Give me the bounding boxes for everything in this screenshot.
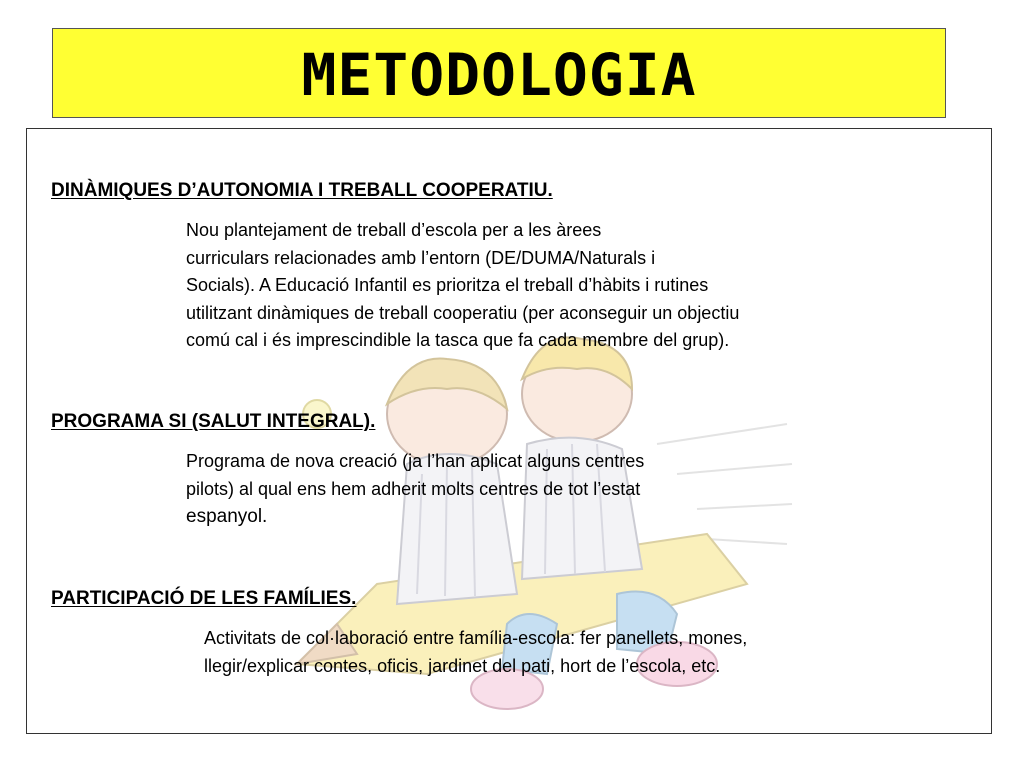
content-box xyxy=(26,128,992,734)
section-body xyxy=(186,217,906,355)
body-line: Socials). A Educació Infantil es prioritza el treball d’hàbits i rutines xyxy=(186,275,709,295)
section-heading: PROGRAMA SI (SALUT INTEGRAL). xyxy=(51,411,376,432)
body-line: utilitzant dinàmiques de treball cooperatiu (per aconseguir un objectiu xyxy=(186,302,740,323)
section-programa-si xyxy=(51,410,971,531)
section-body xyxy=(186,448,786,531)
section-autonomy xyxy=(51,179,971,355)
body-line: Programa de nova creació (ja l’han aplicat alguns centres xyxy=(186,451,645,471)
section-heading: DINÀMIQUES D’AUTONOMIA I TREBALL COOPERATIU. xyxy=(51,180,553,201)
body-line: Nou plantejament de treball d’escola per a les àrees xyxy=(186,220,602,240)
title-banner xyxy=(52,28,946,118)
section-heading: PARTICIPACIÓ DE LES FAMÍLIES. xyxy=(51,588,357,609)
body-line: curriculars relacionades amb l’entorn (DE/DUMA/Naturals i xyxy=(186,247,656,268)
body-line: comú cal i és imprescindible la tasca que fa cada membre del grup). xyxy=(186,330,730,350)
section-body xyxy=(204,625,924,680)
body-line: llegir/explicar contes, oficis, jardinet del pati, hort de l’escola, etc. xyxy=(204,655,721,676)
section-families xyxy=(51,587,971,680)
page-title: METODOLOGIA xyxy=(301,41,697,109)
body-line: pilots) al qual ens hem adherit molts centres de tot l’estat xyxy=(186,478,641,499)
body-line: Activitats de col·laboració entre família-escola: fer panellets, mones, xyxy=(204,628,748,648)
body-line: espanyol. xyxy=(186,506,268,527)
